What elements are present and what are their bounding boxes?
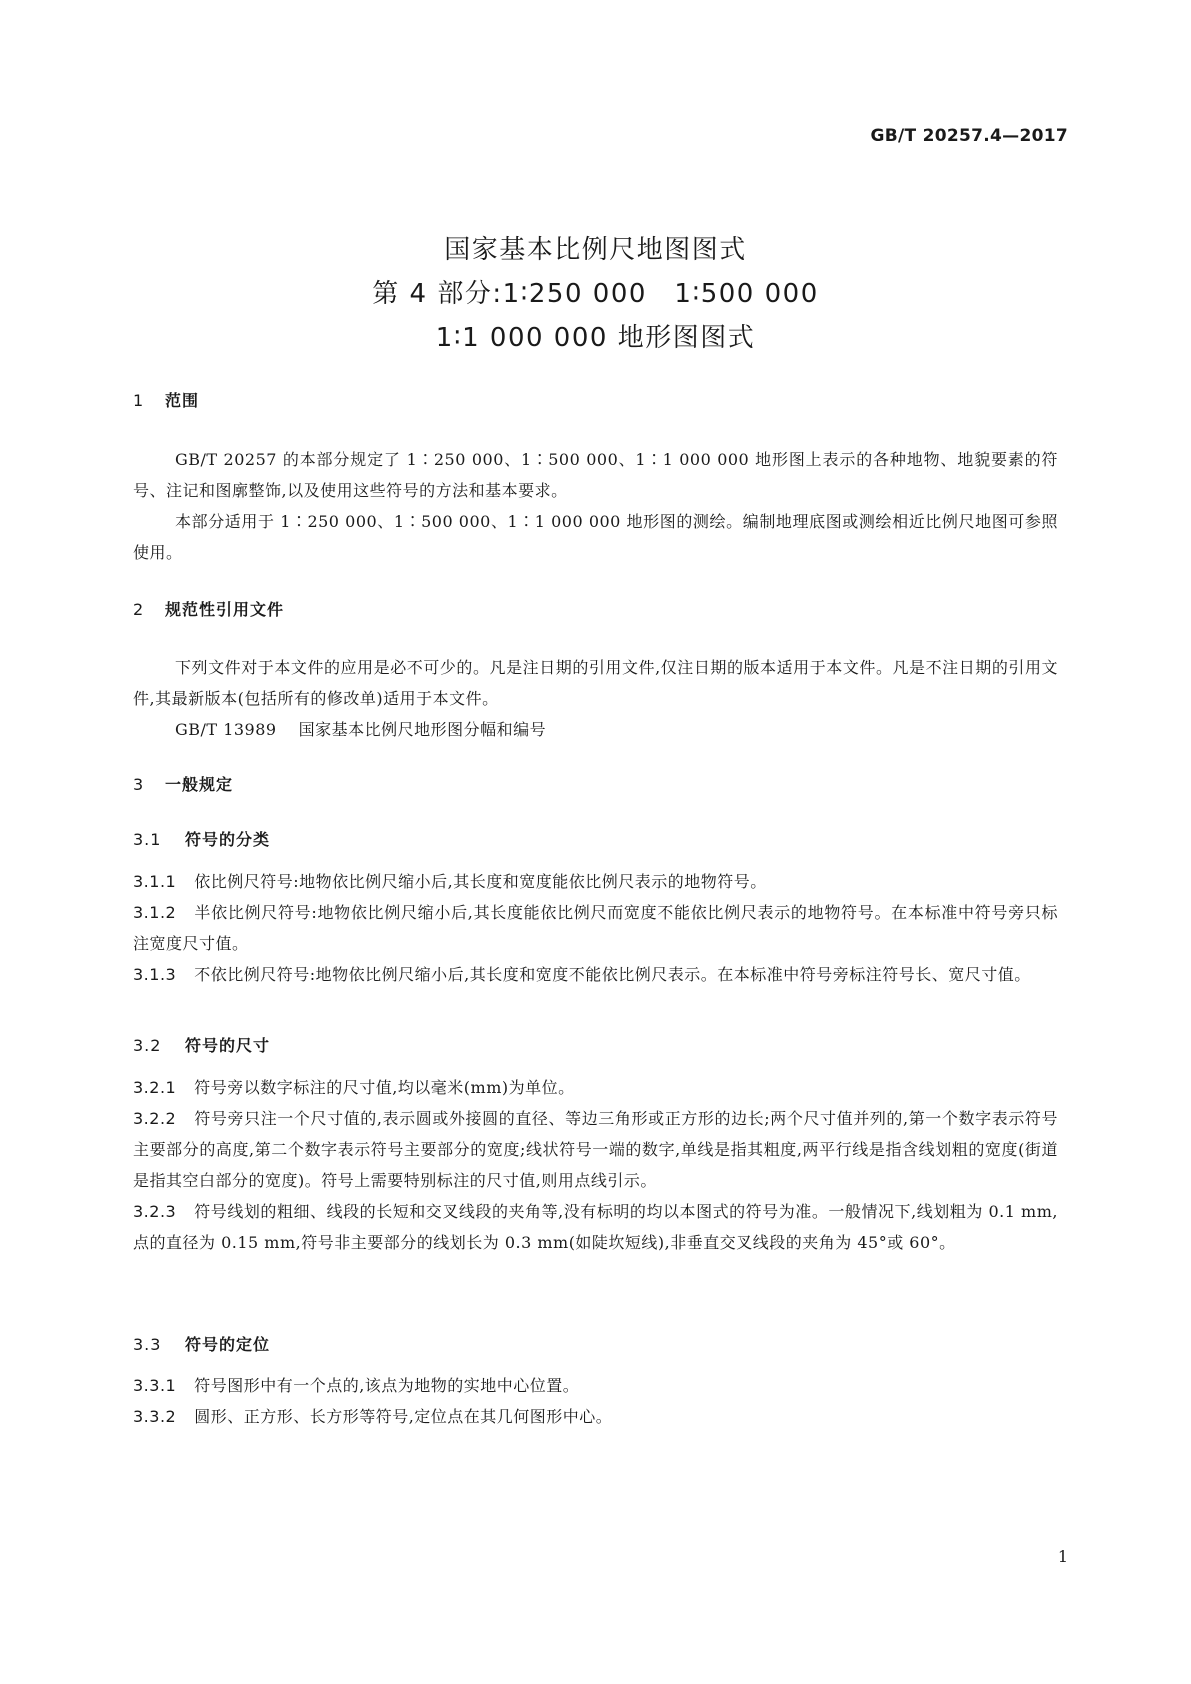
document-title (0, 228, 1191, 360)
section-title: 范围 (165, 391, 200, 410)
title-line-2: 第 4 部分:1∶250 000 1∶500 000 (372, 279, 819, 309)
clause-text: 不依比例尺符号:地物依比例尺缩小后,其长度和宽度不能依比例尺表示。在本标准中符号旁标注符号长、宽尺寸值。 (194, 965, 1031, 984)
paragraph: 本部分适用于 1∶250 000、1∶500 000、1∶1 000 000 地形图的测绘。编制地理底图或测绘相近比例尺地图可参照使用。 (133, 512, 1058, 562)
clause-number: 3.2.2 (133, 1109, 177, 1128)
clause (133, 959, 1058, 990)
section-1-heading (133, 388, 1058, 411)
subsection-title: 符号的定位 (185, 1335, 271, 1354)
subsection-3-1-body (133, 866, 1058, 990)
normative-reference (133, 714, 1058, 745)
clause (133, 866, 1058, 897)
clause-number: 3.2.3 (133, 1202, 177, 1221)
clause (133, 1401, 1058, 1432)
subsection-3-3-body (133, 1370, 1058, 1432)
clause (133, 1072, 1058, 1103)
subsection-number: 3.1 (133, 830, 162, 849)
clause-text: 半依比例尺符号:地物依比例尺缩小后,其长度能依比例尺而宽度不能依比例尺表示的地物符号。在本标准中符号旁只标注宽度尺寸值。 (133, 903, 1058, 953)
section-2-body (133, 652, 1058, 745)
clause-number: 3.1.3 (133, 965, 177, 984)
clause-text: 符号旁只注一个尺寸值的,表示圆或外接圆的直径、等边三角形或正方形的边长;两个尺寸值并列的,第一个数字表示符号主要部分的高度,第二个数字表示符号主要部分的宽度;线状符号一端的数字,单线是指其粗度,两平行线是指含线划粗的宽度(街道是指其空白部分的宽度)。符号上需要特别标注的尺寸值,则用点线引示。 (133, 1109, 1058, 1190)
clause-text: 符号旁以数字标注的尺寸值,均以毫米(mm)为单位。 (194, 1078, 575, 1097)
section-3-heading (133, 772, 1058, 795)
subsection-title: 符号的尺寸 (185, 1036, 271, 1055)
clause (133, 1103, 1058, 1196)
reference-code: GB/T 13989 (175, 720, 277, 739)
subsection-number: 3.3 (133, 1335, 162, 1354)
section-title: 规范性引用文件 (165, 600, 285, 619)
clause-number: 3.1.1 (133, 872, 177, 891)
reference-title: 国家基本比例尺地形图分幅和编号 (298, 720, 547, 739)
clause (133, 1196, 1058, 1258)
subsection-3-3-heading (133, 1332, 1058, 1355)
subsection-title: 符号的分类 (185, 830, 271, 849)
clause-text: 依比例尺符号:地物依比例尺缩小后,其长度和宽度能依比例尺表示的地物符号。 (194, 872, 767, 891)
clause-text: 符号图形中有一个点的,该点为地物的实地中心位置。 (194, 1376, 580, 1395)
page-number: 1 (1057, 1547, 1068, 1566)
subsection-3-2-body (133, 1072, 1058, 1258)
subsection-number: 3.2 (133, 1036, 162, 1055)
section-title: 一般规定 (165, 775, 234, 794)
section-2-heading (133, 597, 1058, 620)
standard-number: GB/T 20257.4—2017 (870, 126, 1068, 146)
section-number: 3 (133, 775, 145, 794)
clause (133, 897, 1058, 959)
paragraph: 下列文件对于本文件的应用是必不可少的。凡是注日期的引用文件,仅注日期的版本适用于本文件。凡是不注日期的引用文件,其最新版本(包括所有的修改单)适用于本文件。 (133, 658, 1058, 708)
clause-number: 3.1.2 (133, 903, 177, 922)
title-line-3: 1∶1 000 000 地形图图式 (435, 323, 756, 353)
clause-number: 3.2.1 (133, 1078, 177, 1097)
clause-number: 3.3.1 (133, 1376, 177, 1395)
title-line-1: 国家基本比例尺地图图式 (444, 235, 747, 265)
clause-text: 符号线划的粗细、线段的长短和交叉线段的夹角等,没有标明的均以本图式的符号为准。一般情况下,线划粗为 0.1 mm,点的直径为 0.15 mm,符号非主要部分的线划长为 0.3 mm(如陡坎短线),非垂直交叉线段的夹角为 45°或 60°。 (133, 1202, 1058, 1252)
section-number: 2 (133, 600, 145, 619)
subsection-3-2-heading (133, 1033, 1058, 1056)
section-1-body (133, 444, 1058, 568)
clause (133, 1370, 1058, 1401)
clause-number: 3.3.2 (133, 1407, 177, 1426)
section-number: 1 (133, 391, 145, 410)
subsection-3-1-heading (133, 827, 1058, 850)
paragraph: GB/T 20257 的本部分规定了 1∶250 000、1∶500 000、1∶1 000 000 地形图上表示的各种地物、地貌要素的符号、注记和图廓整饰,以及使用这些符号的方法和基本要求。 (133, 450, 1058, 500)
clause-text: 圆形、正方形、长方形等符号,定位点在其几何图形中心。 (194, 1407, 613, 1426)
